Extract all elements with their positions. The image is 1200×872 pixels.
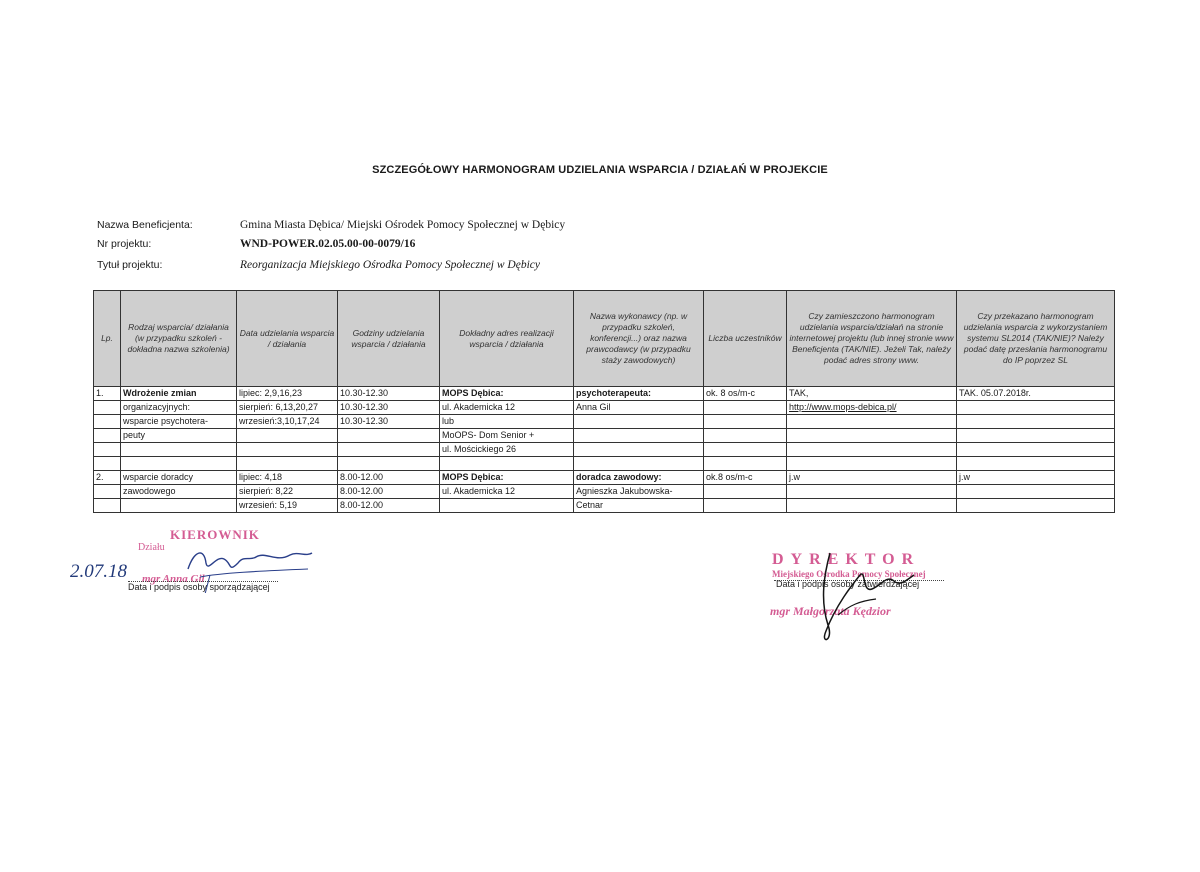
table-cell: [121, 443, 237, 457]
table-cell: sierpień: 6,13,20,27: [237, 401, 338, 415]
table-cell: 10.30-12.30: [338, 387, 440, 401]
table-cell: [957, 415, 1115, 429]
table-cell: [704, 485, 787, 499]
table-row: [94, 457, 1115, 471]
table-cell: [787, 429, 957, 443]
stamp-left-line2: Działu: [138, 542, 165, 553]
header-address: Dokładny adres realizacji wsparcia / działania: [440, 291, 574, 387]
header-date: Data udzielania wsparcia / działania: [237, 291, 338, 387]
table-cell: [704, 499, 787, 513]
table-cell: [957, 429, 1115, 443]
table-cell: [338, 443, 440, 457]
table-cell: 8.00-12.00: [338, 499, 440, 513]
table-cell: [94, 499, 121, 513]
table-cell: [574, 443, 704, 457]
signature-caption-left: Data i podpis osoby sporządzającej: [128, 582, 270, 592]
signature-block-left: [70, 525, 330, 625]
header-contractor: Nazwa wykonawcy (np. w przypadku szkoleń, konferencji...) oraz nazwa prawcodawcy (w przypadku staży zawodowych): [574, 291, 704, 387]
meta-project-title: [97, 259, 540, 271]
meta-project-title-value: Reorganizacja Miejskiego Ośrodka Pomocy Społecznej w Dębicy: [240, 259, 540, 271]
table-cell: 8.00-12.00: [338, 471, 440, 485]
stamp-left-title: KIEROWNIK: [170, 527, 260, 542]
table-cell: MoOPS- Dom Senior +: [440, 429, 574, 443]
table-cell: organizacyjnych:: [121, 401, 237, 415]
table-cell: wsparcie psychotera-: [121, 415, 237, 429]
table-row: [94, 471, 1115, 485]
table-cell: 8.00-12.00: [338, 485, 440, 499]
header-participants: Liczba uczestników: [704, 291, 787, 387]
table-cell: psychoterapeuta:: [574, 387, 704, 401]
document-title: SZCZEGÓŁOWY HARMONOGRAM UDZIELANIA WSPARCIA / DZIAŁAŃ W PROJEKCIE: [372, 164, 828, 176]
table-cell: [574, 429, 704, 443]
stamp-left-name: mgr Anna Gil: [142, 573, 205, 585]
handwritten-date: 2.07.18: [70, 561, 127, 582]
table-cell: MOPS Dębica:: [440, 387, 574, 401]
table-row: [94, 387, 1115, 401]
table-cell: [957, 443, 1115, 457]
table-cell: [237, 429, 338, 443]
table-cell: sierpień: 8,22: [237, 485, 338, 499]
table-row: [94, 401, 1115, 415]
header-sl2014: Czy przekazano harmonogram udzielania wsparcia z wykorzystaniem systemu SL2014 (TAK/NIE)? Należy podać datę przesłania harmonogramu do IP poprzez SL: [957, 291, 1115, 387]
table-cell: Agnieszka Jakubowska-: [574, 485, 704, 499]
meta-beneficiary-label: Nazwa Beneficjenta:: [97, 219, 193, 231]
table-cell: [704, 457, 787, 471]
table-cell: ok.8 os/m-c: [704, 471, 787, 485]
table-cell: wrzesień: 5,19: [237, 499, 338, 513]
table-cell: ul. Akademicka 12: [440, 401, 574, 415]
table-cell: [574, 415, 704, 429]
table-cell: lipiec: 4,18: [237, 471, 338, 485]
table-cell: j.w: [787, 471, 957, 485]
header-website: Czy zamieszczono harmonogram udzielania wsparcia/działań na stronie internetowej projektu (lub innej stronie www Beneficjenta (TAK/NIE). Jeżeli Tak, należy podać adres strony www.: [787, 291, 957, 387]
table-cell: MOPS Dębica:: [440, 471, 574, 485]
table-cell: j.w: [957, 471, 1115, 485]
table-cell: peuty: [121, 429, 237, 443]
table-cell: [704, 443, 787, 457]
table-cell: wrzesień:3,10,17,24: [237, 415, 338, 429]
table-cell: [94, 429, 121, 443]
table-cell: lipiec: 2,9,16,23: [237, 387, 338, 401]
table-cell: 10.30-12.30: [338, 401, 440, 415]
table-cell: [957, 499, 1115, 513]
table-cell: [440, 457, 574, 471]
header-hours: Godziny udzielania wsparcia / działania: [338, 291, 440, 387]
table-cell: [94, 443, 121, 457]
table-cell: [957, 401, 1115, 415]
table-cell: ul. Mościckiego 26: [440, 443, 574, 457]
meta-project-number-value: WND-POWER.02.05.00-00-0079/16: [240, 238, 416, 250]
table-cell: zawodowego: [121, 485, 237, 499]
header-lp: Lp.: [94, 291, 121, 387]
schedule-table: [93, 290, 1115, 513]
stamp-right-title: DYREKTOR: [772, 551, 921, 568]
table-cell: ul. Akademicka 12: [440, 485, 574, 499]
table-cell: 2.: [94, 471, 121, 485]
table-cell: [338, 457, 440, 471]
table-cell: [957, 485, 1115, 499]
table-row: [94, 443, 1115, 457]
table-cell: wsparcie doradcy: [121, 471, 237, 485]
table-cell: lub: [440, 415, 574, 429]
table-cell: [787, 499, 957, 513]
table-row: [94, 499, 1115, 513]
table-row: [94, 415, 1115, 429]
table-cell: [787, 415, 957, 429]
table-cell: 1.: [94, 387, 121, 401]
stamp-right-line2: Miejskiego Ośrodka Pomocy Społecznej: [772, 569, 926, 579]
table-cell: [574, 457, 704, 471]
table-cell: [237, 457, 338, 471]
meta-project-number-label: Nr projektu:: [97, 238, 152, 250]
table-cell: Anna Gil: [574, 401, 704, 415]
table-cell: [787, 443, 957, 457]
handwritten-signature-right: [790, 545, 930, 650]
signature-caption-right: Data i podpis osoby zatwierdzającej: [776, 579, 920, 589]
meta-beneficiary: [97, 219, 565, 231]
table-cell: [787, 457, 957, 471]
table-cell: [237, 443, 338, 457]
table-cell: [704, 415, 787, 429]
table-cell: TAK. 05.07.2018r.: [957, 387, 1115, 401]
table-cell: doradca zawodowy:: [574, 471, 704, 485]
table-cell: TAK,: [787, 387, 957, 401]
table-cell: ok. 8 os/m-c: [704, 387, 787, 401]
table-cell: [440, 499, 574, 513]
meta-beneficiary-value: Gmina Miasta Dębica/ Miejski Ośrodek Pomocy Społecznej w Dębicy: [240, 219, 566, 231]
table-header-row: [94, 291, 1115, 387]
header-support-type: Rodzaj wsparcia/ działania (w przypadku szkoleń - dokładna nazwa szkolenia): [121, 291, 237, 387]
table-cell: [94, 415, 121, 429]
table-cell: [704, 401, 787, 415]
website-link[interactable]: http://www.mops-debica.pl/: [787, 401, 957, 415]
table-cell: 10.30-12.30: [338, 415, 440, 429]
table-cell: [338, 429, 440, 443]
table-row: [94, 485, 1115, 499]
table-cell: [121, 499, 237, 513]
table-row: [94, 429, 1115, 443]
meta-project-title-label: Tytuł projektu:: [97, 259, 163, 271]
table-cell: [121, 457, 237, 471]
table-cell: Wdrożenie zmian: [121, 387, 237, 401]
table-cell: [94, 401, 121, 415]
table-cell: [94, 485, 121, 499]
stamp-right-name: mgr Małgorzata Kędzior: [770, 604, 891, 618]
meta-project-number: [97, 238, 415, 250]
table-cell: [957, 457, 1115, 471]
signature-block-right: [760, 545, 980, 655]
table-cell: [787, 485, 957, 499]
table-cell: [704, 429, 787, 443]
table-cell: [94, 457, 121, 471]
table-cell: Cetnar: [574, 499, 704, 513]
